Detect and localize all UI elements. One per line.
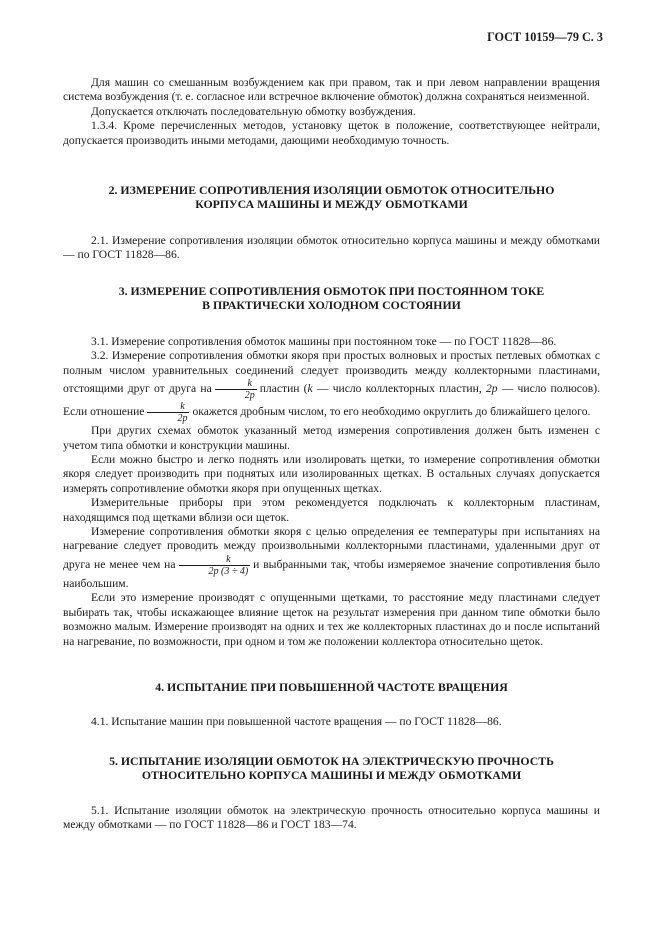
fraction-k-over-2p-second <box>147 401 189 424</box>
section-5-heading <box>63 754 600 782</box>
fraction-numerator: k <box>247 378 252 390</box>
fraction-denominator: 2p <box>215 389 257 401</box>
section-3-paragraph-4: Если можно быстро и легко поднять или изолировать щетки, то измерение сопротивления обмотки якоря следует производить при поднятых или изолированных щетках. В остальных случаях допускается измерять сопротивление обмотки якоря при опущенных щетках. <box>63 453 600 495</box>
section-2-heading-line-1: 2. ИЗМЕРЕНИЕ СОПРОТИВЛЕНИЯ ИЗОЛЯЦИИ ОБМОТОК ОТНОСИТЕЛЬНО <box>108 183 555 197</box>
section-3-paragraph-2-part-c: — число коллекторных пластин, <box>312 382 486 396</box>
section-5-body <box>63 804 600 833</box>
variable-k: k <box>307 382 313 396</box>
section-3-paragraph-2-part-e: окажется дробным числом, то его необходимо округлить до ближайшего целого. <box>192 405 591 419</box>
fraction-denominator: 2p <box>147 412 189 424</box>
page-header: ГОСТ 10159—79 С. 3 <box>487 30 603 44</box>
section-5-paragraph-1: 5.1. Испытание изоляции обмоток на электрическую прочность относительно корпуса машины и между обмотками — по ГОСТ 11828—86 и ГОСТ 183—74. <box>63 804 600 832</box>
section-3-heading-line-1: 3. ИЗМЕРЕНИЕ СОПРОТИВЛЕНИЯ ОБМОТОК ПРИ ПОСТОЯННОМ ТОКЕ <box>118 284 545 298</box>
section-3-heading <box>63 284 600 312</box>
section-5-heading-line-1: 5. ИСПЫТАНИЕ ИЗОЛЯЦИИ ОБМОТОК НА ЭЛЕКТРИЧЕСКУЮ ПРОЧНОСТЬ <box>109 754 554 768</box>
intro-block <box>63 76 600 148</box>
section-2-heading-line-2: КОРПУСА МАШИНЫ И МЕЖДУ ОБМОТКАМИ <box>195 197 468 212</box>
section-4-body <box>63 715 600 729</box>
fraction-denominator: 2p (3 ÷ 4) <box>179 565 251 577</box>
section-3-paragraph-6-part-b: и выбранными так, чтобы измеряемое значение сопротивления было наибольшим. <box>63 558 600 590</box>
section-5-heading-line-2: ОТНОСИТЕЛЬНО КОРПУСА МАШИНЫ И МЕЖДУ ОБМОТКАМИ <box>141 768 522 783</box>
section-2-body <box>63 234 600 263</box>
section-2-paragraph-1: 2.1. Измерение сопротивления изоляции обмоток относительно корпуса машины и между обмотками — по ГОСТ 11828—86. <box>63 234 600 262</box>
section-4-heading <box>63 680 600 694</box>
intro-paragraph-3: 1.3.4. Кроме перечисленных методов, установку щеток в положение, соответствующее нейтрали, допускается производить иными методами, дающими необходимую точность. <box>63 119 600 147</box>
section-3-heading-line-2: В ПРАКТИЧЕСКИ ХОЛОДНОМ СОСТОЯНИИ <box>202 298 461 313</box>
section-3-paragraph-2-part-d: — число полюсов). Если отношение <box>63 382 600 419</box>
section-3-paragraph-6-part-a: Измерение сопротивления обмотки якоря с целью определения ее температуры при испытаниях на нагревание следует проводить между произвольными коллекторными пластинами, удаленными друг от друга не менее чем на <box>63 525 600 572</box>
fraction-k-over-2p-3-4 <box>179 554 251 577</box>
section-3-paragraph-3: При других схемах обмоток указанный метод измерения сопротивления должен быть изменен с учетом типа обмотки и конструкции машины. <box>63 424 600 452</box>
section-4-heading-line-1: 4. ИСПЫТАНИЕ ПРИ ПОВЫШЕННОЙ ЧАСТОТЕ ВРАЩЕНИЯ <box>155 680 508 694</box>
section-3-paragraph-5: Измерительные приборы при этом рекомендуется подключать к коллекторным пластинам, находящимся под щетками вблизи оси щеток. <box>63 496 600 524</box>
fraction-numerator: k <box>226 553 231 565</box>
section-3-body <box>63 335 600 649</box>
intro-paragraph-1: Для машин со смешанным возбуждением как при правом, так и при левом направлении вращения система возбуждения (т. е. согласное или встречное включение обмоток) должна сохраняться неизменной. <box>63 76 600 104</box>
fraction-k-over-2p <box>215 378 257 401</box>
section-3-paragraph-2-part-a: 3.2. Измерение сопротивления обмотки якоря при простых волновых и простых петлевых обмотках с полным числом уравнительных соединений следует производить между коллекторными пластинами, отстоящими друг от друга на <box>63 349 600 396</box>
section-3-paragraph-7: Если это измерение производят с опущенными щетками, то расстояние меду пластинами следует выбирать так, чтобы искажающее влияние щеток на результат измерения при данном типе обмотки было возможно малым. Измерение производят на одних и тех же коллекторных пластинах до и после испытаний на нагревание, по возможности, при одном и том же положении коллектора относительно щеток. <box>63 591 600 648</box>
section-2-heading <box>63 183 600 211</box>
section-3-paragraph-2-part-b: пластин ( <box>259 382 308 396</box>
variable-2p: 2p <box>485 382 498 396</box>
section-4-paragraph-1: 4.1. Испытание машин при повышенной частоте вращения — по ГОСТ 11828—86. <box>91 715 502 728</box>
section-3-paragraph-1: 3.1. Измерение сопротивления обмоток машины при постоянном токе — по ГОСТ 11828—86. <box>91 335 557 348</box>
section-3-paragraph-2 <box>63 349 600 424</box>
fraction-numerator: k <box>180 401 185 413</box>
intro-paragraph-2: Допускается отключать последовательную обмотку возбуждения. <box>91 104 416 118</box>
section-3-paragraph-6 <box>63 525 600 591</box>
